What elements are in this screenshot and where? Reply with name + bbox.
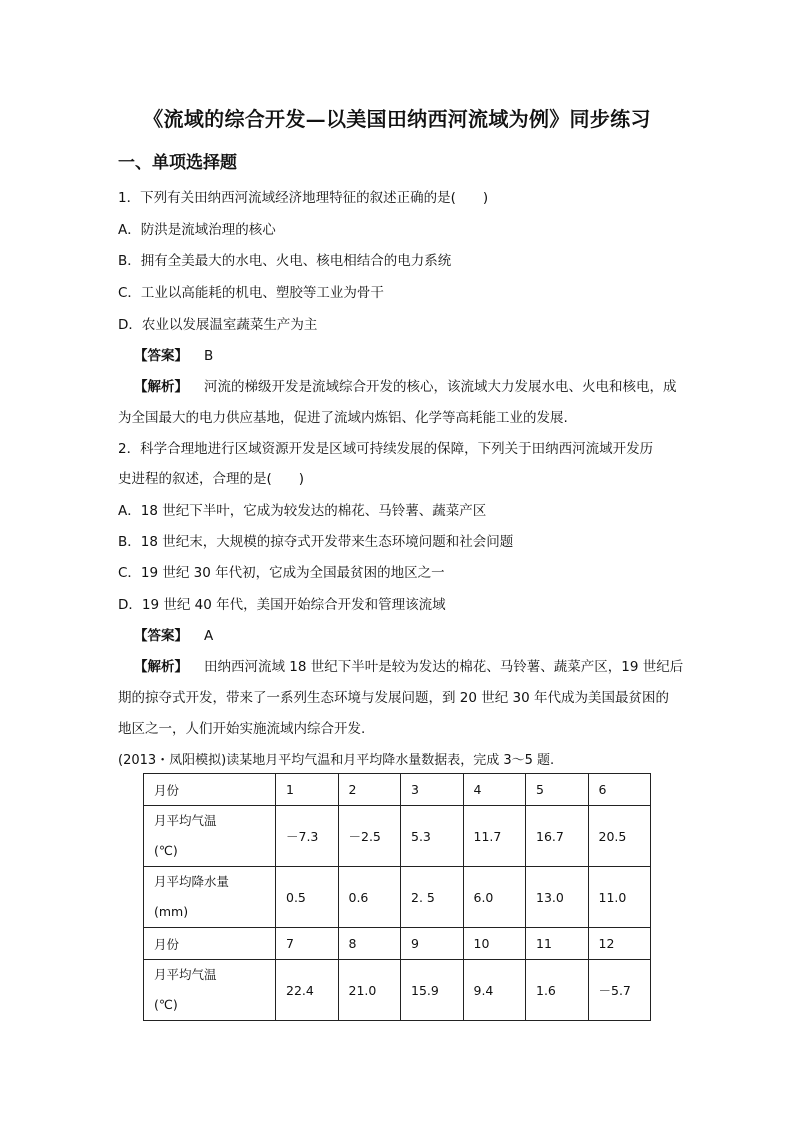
q2-stem-line-1: 2．科学合理地进行区域资源开发是区域可持续发展的保障，下列关于田纳西河流域开发历 [118, 441, 654, 457]
q1-answer-value: B [204, 348, 214, 364]
table-row [144, 960, 651, 1021]
table-cell: 1.6 [526, 960, 589, 1021]
row-header: 月份 [144, 774, 276, 806]
q2-option-a: A．18 世纪下半叶，它成为较发达的棉花、马铃薯、蔬菜产区 [118, 503, 487, 519]
table-cell: 3 [401, 774, 464, 806]
q2-option-d: D．19 世纪 40 年代，美国开始综合开发和管理该流域 [118, 597, 446, 613]
q1-analysis-line-1: 河流的梯级开发是流域综合开发的核心，该流域大力发展水电、火电和核电，成 [204, 379, 677, 395]
table-cell: 20.5 [588, 806, 651, 867]
row-header [144, 867, 276, 928]
q2-option-c: C．19 世纪 30 年代初，它成为全国最贫困的地区之一 [118, 565, 445, 581]
table-cell: 0.6 [338, 867, 401, 928]
table-cell: 11 [526, 928, 589, 960]
q1-answer-label: 【答案】 [134, 348, 188, 364]
table-cell: 16.7 [526, 806, 589, 867]
table-cell: 21.0 [338, 960, 401, 1021]
table-cell: －5.7 [588, 960, 651, 1021]
q1-option-a: A．防洪是流域治理的核心 [118, 222, 276, 238]
table-row [144, 774, 651, 806]
table-cell: 5.3 [401, 806, 464, 867]
row-header-unit: (℃) [154, 843, 178, 858]
table-row [144, 806, 651, 867]
table-cell: 7 [276, 928, 339, 960]
table-cell: 10 [463, 928, 526, 960]
q3-intro: (2013・凤阳模拟)读某地月平均气温和月平均降水量数据表，完成 3～5 题. [118, 753, 555, 768]
climate-data-table [143, 773, 651, 1021]
table-cell: 2. 5 [401, 867, 464, 928]
q1-option-c: C．工业以高能耗的机电、塑胶等工业为骨干 [118, 285, 384, 301]
q1-option-d: D．农业以发展温室蔬菜生产为主 [118, 317, 318, 333]
table-cell: 11.7 [463, 806, 526, 867]
q1-analysis-label: 【解析】 [134, 379, 188, 395]
table-cell: 13.0 [526, 867, 589, 928]
table-cell: 1 [276, 774, 339, 806]
row-header-label: 月平均气温 [154, 813, 217, 828]
q1-analysis-line-2: 为全国最大的电力供应基地，促进了流域内炼铝、化学等高耗能工业的发展. [118, 410, 568, 426]
row-header-unit: (℃) [154, 997, 178, 1012]
table-row [144, 928, 651, 960]
q1-analysis-row [134, 375, 677, 395]
table-cell: 9.4 [463, 960, 526, 1021]
row-header [144, 806, 276, 867]
table-row [144, 867, 651, 928]
q2-answer-row [134, 624, 213, 644]
q2-answer-value: A [204, 628, 214, 644]
q1-answer-row [134, 344, 213, 364]
document-title: 《流域的综合开发—以美国田纳西河流域为例》同步练习 [143, 107, 651, 131]
table-cell: －2.5 [338, 806, 401, 867]
table-cell: 2 [338, 774, 401, 806]
table-cell: 9 [401, 928, 464, 960]
row-header-unit: (mm) [154, 904, 189, 919]
q2-answer-label: 【答案】 [134, 628, 188, 644]
row-header [144, 960, 276, 1021]
q2-analysis-line-3: 地区之一，人们开始实施流域内综合开发. [118, 721, 366, 737]
table-cell: 12 [588, 928, 651, 960]
table-cell: 11.0 [588, 867, 651, 928]
table-cell: 6 [588, 774, 651, 806]
q2-option-b: B．18 世纪末，大规模的掠夺式开发带来生态环境问题和社会问题 [118, 534, 514, 550]
q2-analysis-line-2: 期的掠夺式开发，带来了一系列生态环境与发展问题，到 20 世纪 30 年代成为美国最贫困的 [118, 690, 670, 706]
table-cell: 15.9 [401, 960, 464, 1021]
table-cell: 8 [338, 928, 401, 960]
q2-stem-line-2: 史进程的叙述，合理的是( ) [118, 471, 305, 487]
table-cell: 5 [526, 774, 589, 806]
q2-analysis-row [134, 655, 683, 675]
q1-stem: 1．下列有关田纳西河流域经济地理特征的叙述正确的是( ) [118, 190, 489, 206]
q2-analysis-label: 【解析】 [134, 659, 188, 675]
table-cell: 6.0 [463, 867, 526, 928]
q1-option-b: B．拥有全美最大的水电、火电、核电相结合的电力系统 [118, 253, 452, 269]
table-cell: 22.4 [276, 960, 339, 1021]
row-header-label: 月平均气温 [154, 967, 217, 982]
table-cell: 0.5 [276, 867, 339, 928]
row-header: 月份 [144, 928, 276, 960]
section-heading: 一、单项选择题 [118, 153, 237, 173]
row-header-label: 月平均降水量 [154, 874, 230, 889]
table-cell: －7.3 [276, 806, 339, 867]
table-cell: 4 [463, 774, 526, 806]
q2-analysis-line-1: 田纳西河流域 18 世纪下半叶是较为发达的棉花、马铃薯、蔬菜产区，19 世纪后 [204, 659, 684, 675]
